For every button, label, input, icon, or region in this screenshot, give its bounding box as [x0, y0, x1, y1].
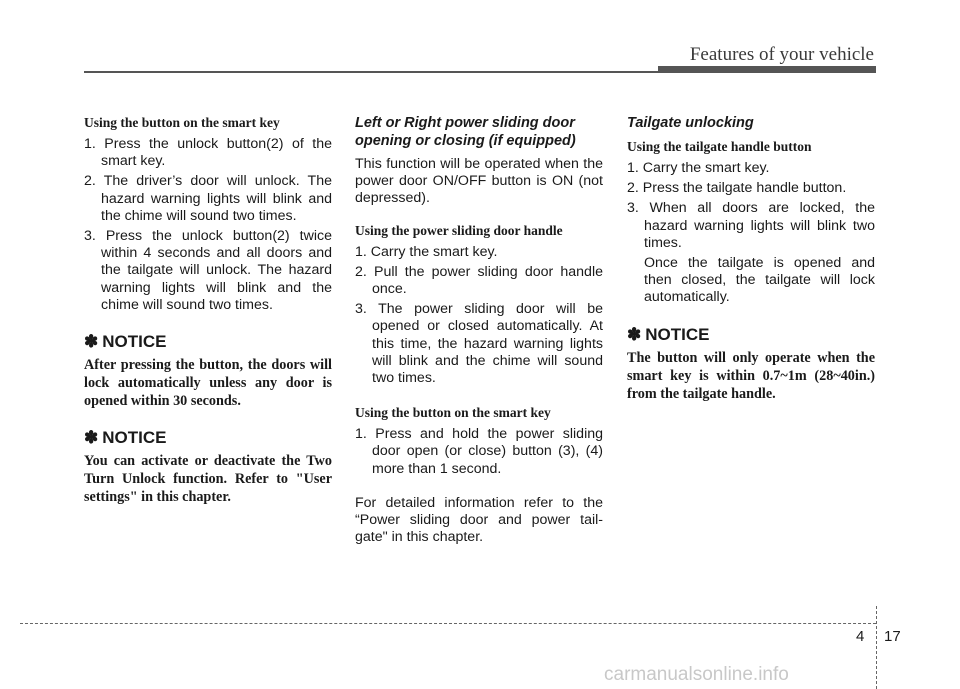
header-rule-accent	[658, 66, 876, 72]
notice-body: After pressing the button, the doors will lock automatically unless any door is opened within 30 seconds.	[84, 357, 332, 410]
page-number: 17	[884, 628, 901, 645]
footer-rule	[20, 623, 876, 624]
column-3	[627, 114, 875, 403]
notice-star-icon: ✽	[84, 332, 99, 352]
column-1	[84, 114, 332, 506]
list-item: 1. Press the unlock button(2) of the smart key.	[84, 136, 332, 170]
section-title-power-sliding-door	[355, 114, 603, 150]
notice-heading	[84, 332, 332, 352]
chapter-number: 4	[856, 628, 865, 645]
section-title-line: opening or closing (if equipped)	[355, 133, 576, 149]
notice-star-icon: ✽	[84, 428, 99, 448]
subhead-door-handle: Using the power sliding door handle	[355, 222, 563, 238]
notice-heading	[84, 428, 332, 448]
notice-heading	[627, 325, 875, 345]
column-2	[355, 114, 603, 560]
notice-body: You can activate or deactivate the Two Turn Unlock function. Refer to "User settings" in this chapter.	[84, 453, 332, 506]
smart-key-steps	[355, 426, 603, 478]
subhead-tailgate-handle: Using the tailgate handle button	[627, 139, 812, 154]
notice-label: NOTICE	[102, 332, 167, 352]
section-title-line: Left or Right power sliding door	[355, 115, 575, 131]
footer-page-divider	[876, 606, 877, 689]
notice-label: NOTICE	[645, 324, 710, 344]
list-item: 2. The driver’s door will unlock. The hazard warning lights will blink and the chime will sound two times.	[84, 173, 332, 224]
intro-paragraph: This function will be operated when the power door ON/OFF button is ON (not depressed).	[355, 156, 603, 207]
outro-paragraph: For detailed information refer to the “Power sliding door and power tail-gate" in this chapter.	[355, 494, 603, 546]
list-item: 2. Pull the power sliding door handle once.	[355, 263, 603, 298]
tailgate-note: Once the tailgate is opened and then closed, the tailgate will lock automatically.	[644, 255, 875, 306]
list-item: 3. When all doors are locked, the hazard warning lights will blink two times.	[627, 200, 875, 251]
list-item: 2. Press the tailgate handle button.	[627, 180, 847, 197]
door-handle-steps	[355, 244, 603, 388]
subhead-smart-key-button: Using the button on the smart key	[84, 115, 280, 130]
list-item: 1. Carry the smart key.	[627, 160, 770, 176]
list-item: 1. Press and hold the power sliding door open (or close) button (3), (4) more than 1 second.	[355, 426, 603, 477]
notice-body: The button will only operate when the smart key is within 0.7~1m (28~40in.) from the tailgate handle.	[627, 349, 875, 402]
subhead-smart-key-button: Using the button on the smart key	[355, 405, 551, 421]
header-title: Features of your vehicle	[689, 44, 874, 65]
list-item: 1. Carry the smart key.	[355, 243, 498, 260]
list-item: 3. Press the unlock button(2) twice within 4 seconds and all doors and the tailgate will unlock. The hazard warning lights will blink and the chime will sound two times.	[84, 228, 332, 313]
section-title-tailgate-unlocking: Tailgate unlocking	[627, 115, 754, 131]
notice-label: NOTICE	[102, 428, 167, 448]
list-item: 3. The power sliding door will be opened or closed automatically. At this time, the hazard warning lights will blink and the chime will sound two times.	[355, 301, 603, 387]
watermark: carmanualsonline.info	[604, 664, 789, 685]
tailgate-steps	[627, 160, 875, 252]
notice-star-icon: ✽	[627, 324, 642, 344]
smart-key-steps	[84, 136, 332, 314]
